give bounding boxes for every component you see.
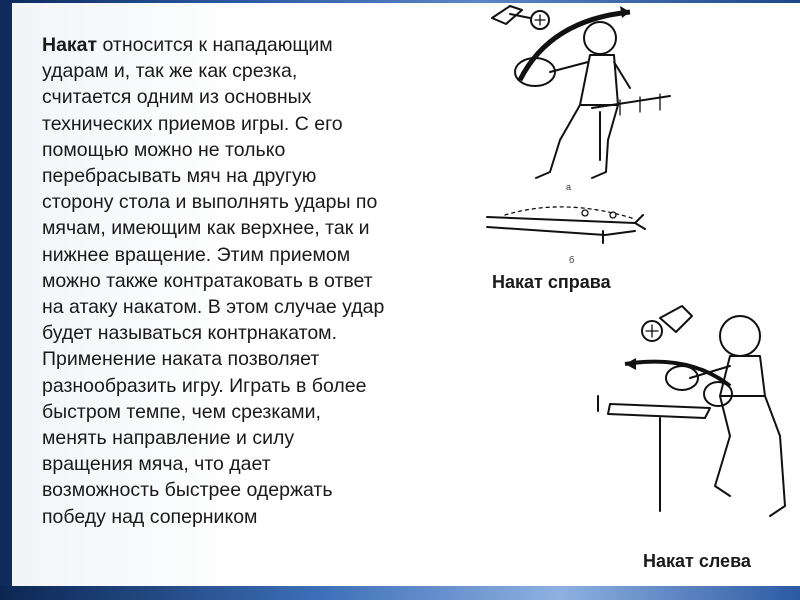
caption-forehand: Накат справа [492,272,611,292]
figure-mark-b: б [569,255,575,265]
backhand-illustration [580,296,800,536]
trajectory-diagram [485,195,675,265]
bottom-decor-strip [0,586,800,600]
figure-mark-a: а [566,182,572,192]
caption-backhand: Накат слева [643,551,751,571]
body-text: относится к нападающим ударам и, так же как срезка, считается одним из основных технических приемов игры. С его помощью можно не только перебрасывать мяч на другую сторону стола и выполнять удары по мячам, имеющим как верхнее, так и нижнее вращение. Этим приемом можно также контратаковать в ответ на атаку накатом. В этом случае удар будет называться контрнакатом. Применение наката позволяет разнообразить игру. Играть в более быстром темпе, чем срезками, менять направление и силу вращения мяча, что дает возможность быстрее одержать победу над соперником [42,34,385,528]
forehand-illustration [480,0,680,200]
body-paragraph [42,32,442,530]
term-lead: Накат [42,34,98,56]
